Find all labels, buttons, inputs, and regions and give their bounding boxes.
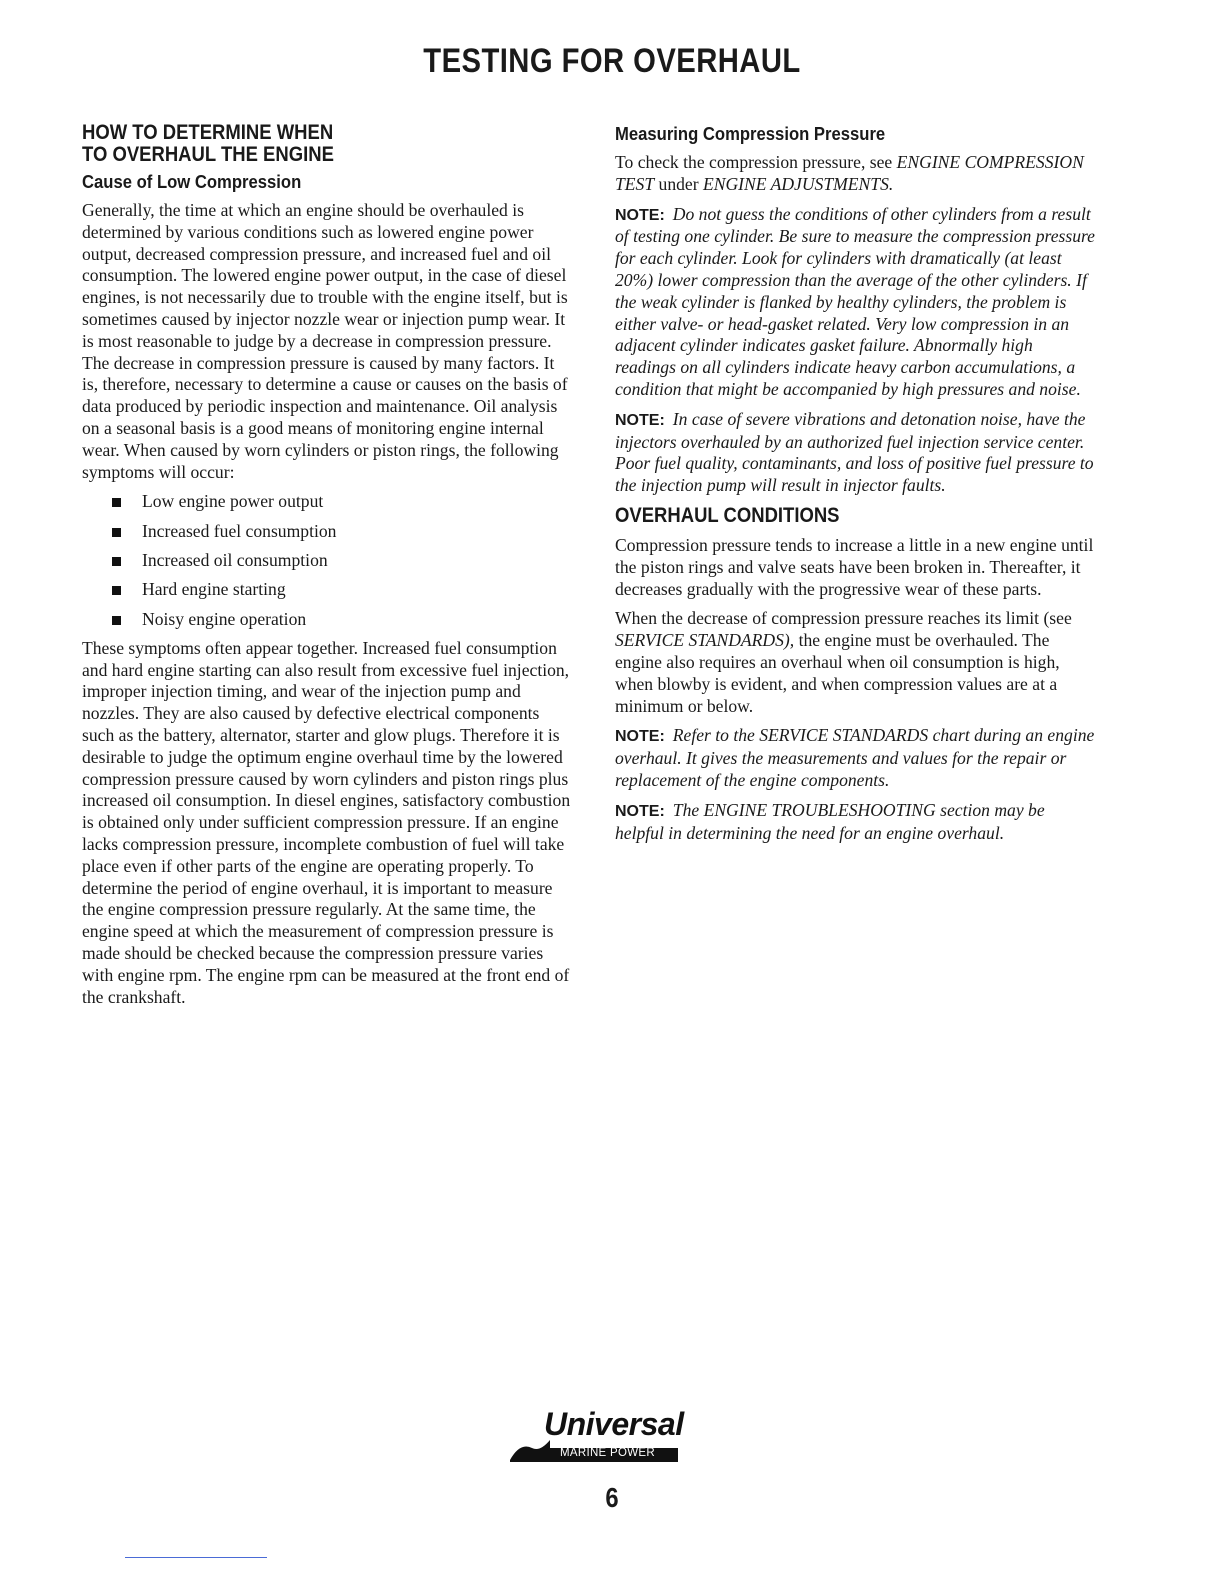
list-item: Low engine power output bbox=[82, 491, 572, 513]
list-item: Increased fuel consumption bbox=[82, 521, 572, 543]
subheading-low-compression: Cause of Low Compression bbox=[82, 171, 302, 192]
logo-tagline: MARINE POWER bbox=[560, 1447, 655, 1459]
page-number: 6 bbox=[605, 1482, 619, 1513]
link-text-compression-test: ENGINE COMPRESSION TEST bbox=[615, 152, 1084, 194]
note-label: NOTE: bbox=[615, 802, 665, 820]
list-item: Hard engine starting bbox=[82, 579, 572, 601]
heading-line-1: HOW TO DETERMINE WHEN bbox=[82, 121, 334, 144]
list-item: Noisy engine operation bbox=[82, 609, 572, 631]
note-4: NOTE: The ENGINE TROUBLESHOOTING section may be helpful in determining the need for an engine overhaul. bbox=[615, 799, 1045, 843]
divider bbox=[125, 1557, 267, 1558]
logo-brand: Universal bbox=[544, 1406, 684, 1442]
left-column bbox=[82, 122, 572, 1016]
paragraph-intro: Generally, the time at which an engine should be overhauled is determined by various conditions such as lowered engine power output, decreased compression pressure, and increased fuel and oil consumption. The lowered engine power output, in the case of diesel engines, is not necessarily due to trouble with the engine itself, but is sometimes caused by injector nozzle wear or injection pump wear. It is most reasonable to judge by a decrease in compression pressure. The decrease in compression pressure is caused by many factors. It is, therefore, necessary to determine a cause or causes on the basis of data produced by periodic inspection and maintenance. Oil analysis on a seasonal basis is a good means of monitoring engine internal wear. When caused by worn cylinders or piston rings, the following symptoms will occur: bbox=[82, 200, 568, 482]
universal-logo bbox=[510, 1406, 684, 1464]
bullet-icon bbox=[112, 498, 121, 507]
link-text-adjustments: ENGINE ADJUSTMENTS. bbox=[702, 173, 894, 194]
bullet-icon bbox=[112, 557, 121, 566]
paragraph-new-engine: Compression pressure tends to increase a little in a new engine until the piston rings and valve seats have been broken in. Thereafter, it decreases gradually with the progressive wear of these parts. bbox=[615, 534, 1094, 599]
paragraph-limit: When the decrease of compression pressure reaches its limit (see SERVICE STANDARDS), the engine must be overhauled. The engine also requires an overhaul when oil consumption is high, when blowby is evident, and when compression values are at a minimum or below. bbox=[615, 608, 1072, 716]
note-label: NOTE: bbox=[615, 728, 665, 746]
paragraph-symptoms: These symptoms often appear together. Increased fuel consumption and hard engine starting can also result from excessive fuel injection, improper injection timing, and wear of the injection pump and nozzles. They are also caused by defective electrical components such as the battery, alternator, starter and glow plugs. Therefore it is desirable to judge the optimum engine overhaul time by the lowered compression pressure caused by worn cylinders and piston rings plus increased oil consumption. In diesel engines, satisfactory combustion is obtained only under sufficient compression pressure. If an engine lacks compression pressure, incomplete combustion of fuel will take place even if other parts of the engine are operating properly. To determine the period of engine overhaul, it is important to measure the engine compression pressure regularly. At the same time, the engine speed at which the measurement of compression pressure is made should be checked because the compression pressure varies with engine rpm. The engine rpm can be measured at the front end of the crankshaft. bbox=[82, 637, 571, 1007]
note-2: NOTE: In case of severe vibrations and detonation noise, have the injectors overhauled by an authorized fuel injection service center. Poor fuel quality, contaminants, and loss of positive fuel pressure to the injection pump will result in injector faults. bbox=[615, 408, 1094, 496]
paragraph-check: To check the compression pressure, see ENGINE COMPRESSION TEST under ENGINE ADJUSTMENTS. bbox=[615, 152, 1084, 194]
bullet-icon bbox=[112, 528, 121, 537]
note-label: NOTE: bbox=[615, 411, 665, 429]
subheading-measuring: Measuring Compression Pressure bbox=[615, 123, 886, 144]
list-item: Increased oil consumption bbox=[82, 550, 572, 572]
section-heading-overhaul bbox=[82, 122, 575, 166]
note-1: NOTE: Do not guess the conditions of other cylinders from a result of testing one cylinder. Be sure to measure the compression pressure for each cylinder. Look for cylinders with dramatically (at least 20%) lower compression than the average of the other cylinders. If the weak cylinder is flanked by healthy cylinders, the problem is either valve- or head-gasket related. Very low compression in an adjacent cylinder indicates gasket failure. Abnormally high readings on all cylinders indicate heavy carbon accumulations, a condition that might be accompanied by high pressures and noise. bbox=[615, 203, 1095, 399]
section-heading-conditions: OVERHAUL CONDITIONS bbox=[615, 503, 840, 527]
bullet-icon bbox=[112, 616, 121, 625]
note-label: NOTE: bbox=[615, 206, 665, 224]
bullet-icon bbox=[112, 586, 121, 595]
heading-line-2: TO OVERHAUL THE ENGINE bbox=[82, 143, 334, 166]
page-title: TESTING FOR OVERHAUL bbox=[423, 42, 801, 80]
note-3: NOTE: Refer to the SERVICE STANDARDS chart during an engine overhaul. It gives the measurements and values for the repair or replacement of the engine components. bbox=[615, 725, 1095, 790]
right-column bbox=[615, 122, 1097, 852]
link-text-standards: SERVICE STANDARDS), bbox=[615, 630, 795, 651]
symptom-list bbox=[82, 491, 572, 630]
